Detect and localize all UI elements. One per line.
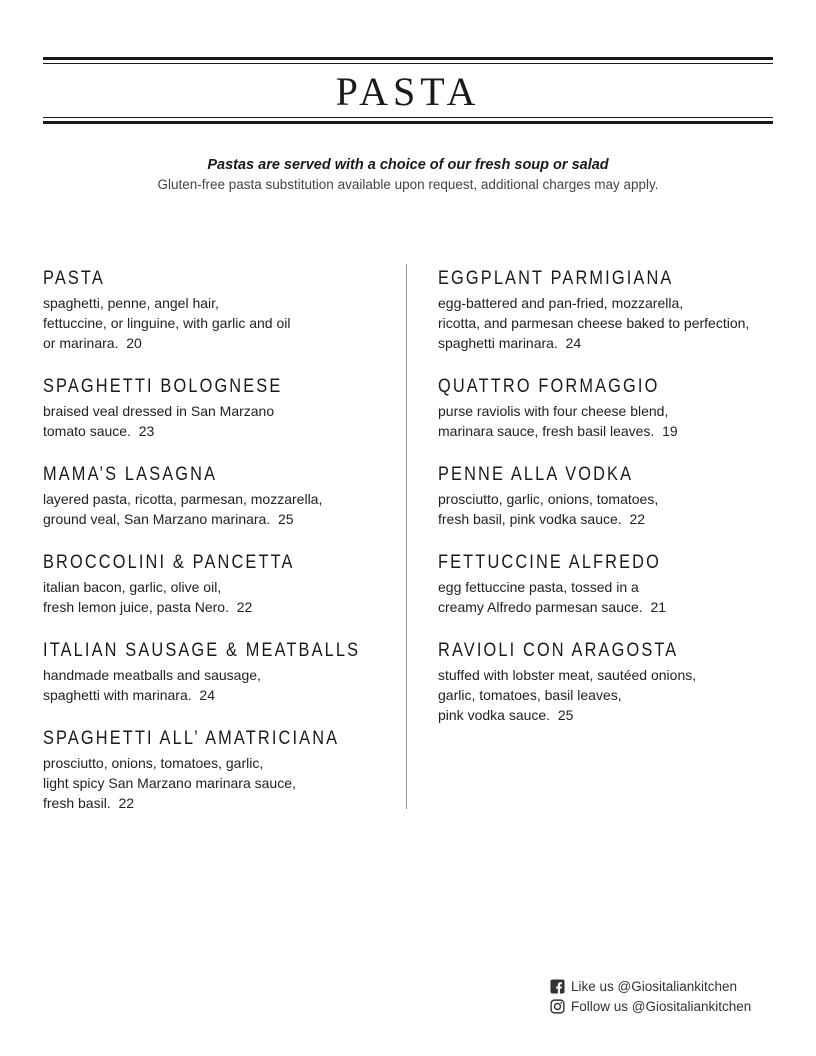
header-rule-bottom-thick (43, 121, 773, 124)
menu-item-description-line: fresh lemon juice, pasta Nero. (43, 599, 229, 615)
menu-item-name: RAVIOLI CON ARAGOSTA (438, 640, 679, 661)
right-menu-column (438, 265, 783, 725)
menu-item-description (438, 489, 783, 529)
menu-item-description-line: spaghetti marinara. (438, 335, 558, 351)
menu-item-description-line: spaghetti with marinara. (43, 687, 192, 703)
menu-item (438, 549, 783, 617)
facebook-text: Like us @Giositaliankitchen (571, 978, 738, 994)
menu-item-description-line: or marinara. (43, 335, 119, 351)
menu-item-name: PASTA (43, 268, 105, 289)
menu-item-price: 25 (557, 707, 574, 723)
menu-item-description (43, 753, 388, 813)
menu-item-description (438, 293, 783, 353)
menu-item (438, 637, 783, 725)
left-menu-column (43, 265, 388, 813)
menu-item-price: 20 (126, 335, 142, 351)
soup-salad-note: Pastas are served with a choice of our fresh soup or salad (207, 157, 609, 173)
menu-item-description (438, 401, 783, 441)
menu-item-name: MAMA’S LASAGNA (43, 464, 218, 485)
menu-item-description-line: fresh basil. (43, 795, 111, 811)
menu-item-price: 23 (138, 423, 155, 439)
menu-item (43, 725, 388, 813)
facebook-icon (550, 979, 565, 994)
menu-item-name: QUATTRO FORMAGGIO (438, 376, 660, 397)
menu-item-price: 22 (118, 795, 135, 811)
menu-item-name: PENNE ALLA VODKA (438, 464, 634, 485)
menu-item-price: 24 (199, 687, 215, 703)
page-title: PASTA (335, 69, 481, 114)
menu-item-description-line: pink vodka sauce. (438, 707, 551, 723)
menu-item-description-line: prosciutto, onions, tomatoes, garlic, (43, 755, 264, 771)
facebook-link[interactable] (550, 976, 751, 996)
menu-item-description (43, 577, 388, 617)
menu-item (43, 549, 388, 617)
menu-item-description (438, 665, 783, 725)
header-rule-top-thick (43, 57, 773, 60)
instagram-text: Follow us @Giositaliankitchen (571, 998, 752, 1014)
menu-item-name: SPAGHETTI ALL’ AMATRICIANA (43, 728, 340, 749)
menu-item-description (43, 665, 388, 705)
menu-item-price: 24 (565, 335, 582, 351)
menu-item (438, 373, 783, 441)
menu-item-price: 22 (629, 511, 646, 527)
menu-item-name: ITALIAN SAUSAGE & MEATBALLS (43, 640, 361, 661)
menu-item-description-line: light spicy San Marzano marinara sauce, (43, 775, 296, 791)
instagram-link[interactable] (550, 996, 751, 1016)
header-rule-bottom-thin (43, 117, 773, 118)
menu-item-description-line: purse raviolis with four cheese blend, (438, 403, 669, 419)
menu-item-price: 19 (662, 423, 678, 439)
column-divider (406, 264, 407, 809)
menu-item-description (43, 293, 388, 353)
menu-item-description (43, 401, 388, 441)
menu-item-description-line: creamy Alfredo parmesan sauce. (438, 599, 643, 615)
menu-item-price: 22 (236, 599, 253, 615)
menu-item-name: EGGPLANT PARMIGIANA (438, 268, 674, 289)
menu-item-description-line: braised veal dressed in San Marzano (43, 403, 275, 419)
menu-item (438, 265, 783, 353)
menu-item-description-line: fettuccine, or linguine, with garlic and oil (43, 315, 291, 331)
menu-item-description (438, 577, 783, 617)
menu-item-name: SPAGHETTI BOLOGNESE (43, 376, 283, 397)
menu-item-description-line: marinara sauce, fresh basil leaves. (438, 423, 655, 439)
menu-item (43, 373, 388, 441)
menu-item-description-line: garlic, tomatoes, basil leaves, (438, 687, 622, 703)
menu-item (43, 461, 388, 529)
instagram-icon (550, 999, 565, 1014)
menu-item-price: 25 (278, 511, 294, 527)
menu-item-description-line: prosciutto, garlic, onions, tomatoes, (438, 491, 659, 507)
menu-item (438, 461, 783, 529)
menu-item-description-line: spaghetti, penne, angel hair, (43, 295, 219, 311)
menu-item-description-line: egg fettuccine pasta, tossed in a (438, 579, 639, 595)
menu-item-description-line: handmade meatballs and sausage, (43, 667, 261, 683)
menu-item-price: 21 (650, 599, 667, 615)
menu-item-description-line: ricotta, and parmesan cheese baked to perfection, (438, 315, 750, 331)
menu-item-description-line: stuffed with lobster meat, sautéed onions, (438, 667, 697, 683)
menu-item-description-line: layered pasta, ricotta, parmesan, mozzarella, (43, 491, 323, 507)
social-links (550, 976, 751, 1016)
menu-notes (43, 155, 773, 195)
header-rule-top-thin (43, 63, 773, 64)
menu-item-description (43, 489, 388, 529)
menu-item (43, 637, 388, 705)
menu-item-description-line: egg-battered and pan-fried, mozzarella, (438, 295, 684, 311)
menu-item-description-line: fresh basil, pink vodka sauce. (438, 511, 622, 527)
menu-item-description-line: italian bacon, garlic, olive oil, (43, 579, 222, 595)
menu-item-name: BROCCOLINI & PANCETTA (43, 552, 295, 573)
gluten-free-note: Gluten-free pasta substitution available upon request, additional charges may apply. (157, 177, 659, 192)
menu-item-name: FETTUCCINE ALFREDO (438, 552, 662, 573)
menu-item (43, 265, 388, 353)
menu-item-description-line: tomato sauce. (43, 423, 131, 439)
menu-item-description-line: ground veal, San Marzano marinara. (43, 511, 271, 527)
